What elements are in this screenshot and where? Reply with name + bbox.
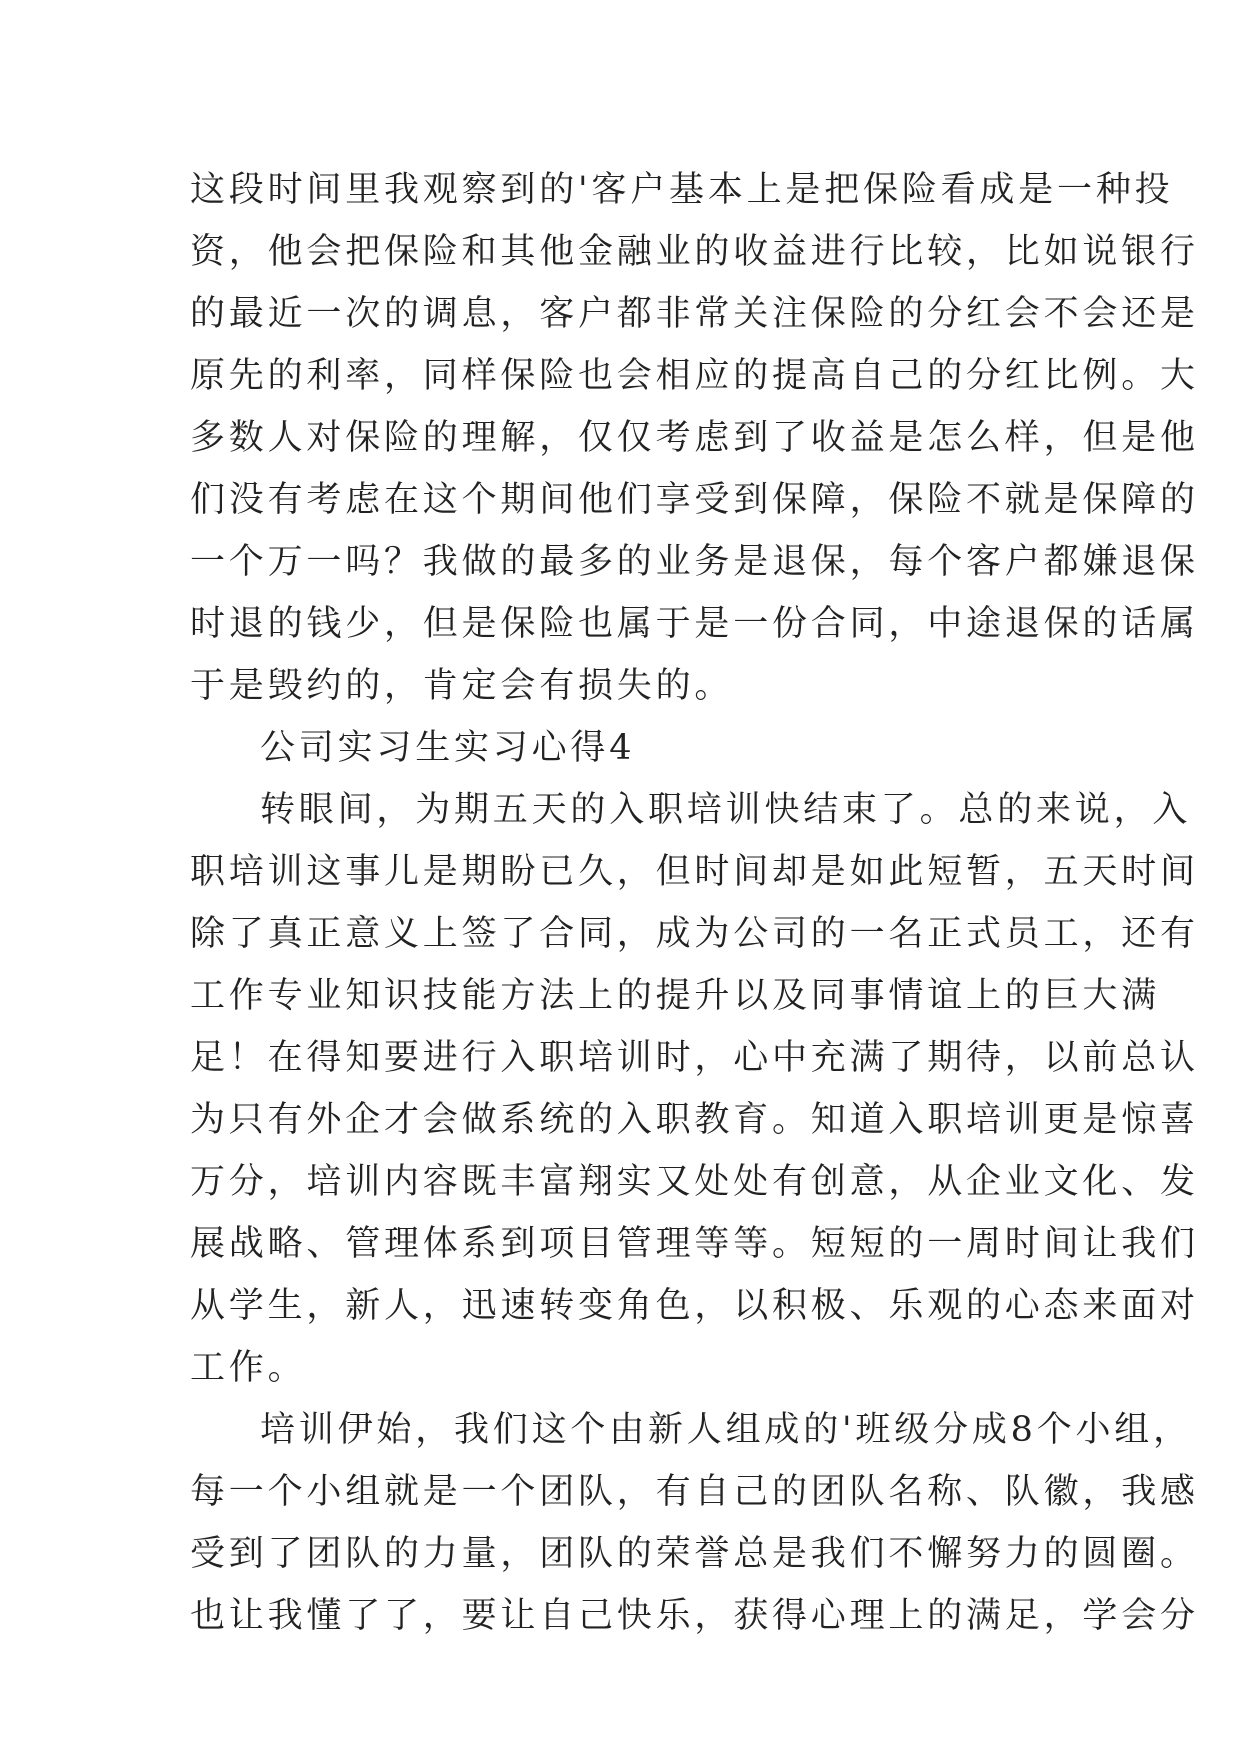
text-line: 时退的钱少，但是保险也属于是一份合同，中途退保的话属 (190, 604, 1199, 644)
text-line: 每一个小组就是一个团队，有自己的团队名称、队徽，我感 (190, 1472, 1199, 1512)
text-line: 的最近一次的调息，客户都非常关注保险的分红会不会还是 (190, 294, 1199, 334)
text-line: 原先的利率，同样保险也会相应的提高自己的分红比例。大 (190, 356, 1199, 396)
text-line: 展战略、管理体系到项目管理等等。短短的一周时间让我们 (190, 1224, 1199, 1264)
text-line: 多数人对保险的理解，仅仅考虑到了收益是怎么样，但是他 (190, 418, 1199, 458)
text-line: 们没有考虑在这个期间他们享受到保障，保险不就是保障的 (190, 480, 1199, 520)
text-line: 培训伊始，我们这个由新人组成的'班级分成8个小组， (260, 1410, 1192, 1450)
text-line: 工作专业知识技能方法上的提升以及同事情谊上的巨大满 (190, 976, 1161, 1016)
text-line: 职培训这事儿是期盼已久，但时间却是如此短暂，五天时间 (190, 852, 1199, 892)
text-line: 一个万一吗？我做的最多的业务是退保，每个客户都嫌退保 (190, 542, 1199, 582)
text-line: 足！在得知要进行入职培训时，心中充满了期待，以前总认 (190, 1038, 1199, 1078)
text-line: 为只有外企才会做系统的入职教育。知道入职培训更是惊喜 (190, 1100, 1199, 1140)
text-line: 转眼间，为期五天的入职培训快结束了。总的来说，入 (260, 790, 1192, 830)
text-line: 从学生，新人，迅速转变角色，以积极、乐观的心态来面对 (190, 1286, 1199, 1326)
text-line: 资，他会把保险和其他金融业的收益进行比较，比如说银行 (190, 232, 1199, 272)
text-line: 受到了团队的力量，团队的荣誉总是我们不懈努力的圆圈。 (190, 1534, 1199, 1574)
text-line: 这段时间里我观察到的'客户基本上是把保险看成是一种投 (190, 170, 1174, 210)
text-line: 也让我懂了了，要让自己快乐，获得心理上的满足，学会分 (190, 1596, 1199, 1636)
text-line: 万分，培训内容既丰富翔实又处处有创意，从企业文化、发 (190, 1162, 1199, 1202)
document-body (190, 159, 1199, 1647)
text-line: 于是毁约的，肯定会有损失的。 (190, 666, 734, 706)
text-line: 公司实习生实习心得4 (260, 728, 636, 768)
text-line: 工作。 (190, 1348, 307, 1388)
text-line: 除了真正意义上签了合同，成为公司的一名正式员工，还有 (190, 914, 1199, 954)
